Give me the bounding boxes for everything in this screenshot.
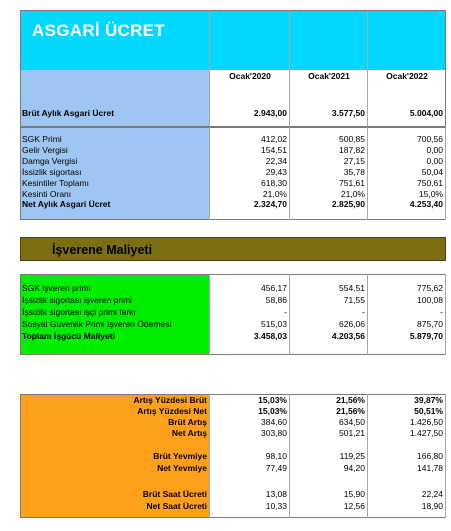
deduction-label[interactable]: Kesinti Oranı: [22, 190, 72, 199]
increase-value[interactable]: 18,90: [421, 502, 443, 511]
deduction-value[interactable]: 27,15: [343, 157, 365, 166]
page-title: ASGARİ ÜCRET: [32, 21, 165, 40]
increase-value[interactable]: 15,03%: [258, 396, 287, 405]
increase-value[interactable]: 119,25: [339, 452, 365, 461]
deduction-value[interactable]: 187,82: [339, 146, 365, 155]
increase-label[interactable]: Brüt Artış: [168, 418, 207, 427]
increase-value[interactable]: 1.427,50: [409, 429, 443, 438]
deduction-label[interactable]: Damga Vergisi: [22, 157, 78, 166]
deduction-value[interactable]: 15,0%: [418, 190, 443, 199]
increase-value[interactable]: 384,60: [261, 418, 287, 427]
deduction-value[interactable]: 618,30: [261, 179, 287, 188]
deduction-value[interactable]: 750,61: [417, 179, 443, 188]
increase-value[interactable]: 12,56: [343, 502, 365, 511]
gross-value[interactable]: 3.577,50: [331, 109, 365, 118]
deduction-value[interactable]: 412,02: [261, 135, 287, 144]
increase-label[interactable]: Artış Yüzdesi Brüt: [133, 396, 207, 405]
employer-value[interactable]: 71,55: [343, 296, 365, 305]
deduction-value[interactable]: 22,34: [265, 157, 287, 166]
deduction-label[interactable]: Net Aylık Asgari Ücret: [22, 200, 111, 209]
increase-value[interactable]: 10,33: [265, 502, 287, 511]
column-header: Ocak'2021: [308, 72, 350, 81]
increase-value[interactable]: 1.426,50: [409, 418, 443, 427]
deduction-label[interactable]: İssizlik sigortası: [22, 168, 82, 177]
employer-value[interactable]: 775,62: [417, 284, 443, 293]
increase-label[interactable]: Artış Yüzdesi Net: [137, 407, 207, 416]
deduction-value[interactable]: 2.825,90: [331, 200, 365, 209]
deduction-value[interactable]: 0,00: [426, 146, 443, 155]
column-header: Ocak'2020: [229, 72, 271, 81]
employer-value[interactable]: 100,08: [417, 296, 443, 305]
increase-value[interactable]: 501,21: [339, 429, 365, 438]
employer-label[interactable]: SGK işveren primi: [22, 284, 91, 293]
increase-value[interactable]: 77,49: [265, 464, 287, 473]
deduction-value[interactable]: 35,78: [343, 168, 365, 177]
employer-value[interactable]: -: [284, 308, 287, 317]
employer-value[interactable]: 4.203,56: [331, 332, 365, 341]
deduction-value[interactable]: 21,0%: [262, 190, 287, 199]
employer-value[interactable]: -: [362, 308, 365, 317]
increase-value[interactable]: 166,80: [417, 452, 443, 461]
employer-value[interactable]: 5.879,70: [409, 332, 443, 341]
increase-value[interactable]: 15,90: [343, 490, 365, 499]
increase-value[interactable]: 50,51%: [414, 407, 443, 416]
deduction-value[interactable]: 751,61: [339, 179, 365, 188]
increase-value[interactable]: 22,24: [421, 490, 443, 499]
employer-title: İşverene Maliyeti: [52, 243, 153, 257]
increase-label[interactable]: Net Saat Ücreti: [146, 502, 207, 511]
deduction-value[interactable]: 2.324,70: [253, 200, 287, 209]
employer-value[interactable]: -: [440, 308, 443, 317]
employer-value[interactable]: 554,51: [339, 284, 365, 293]
increase-value[interactable]: 13,08: [265, 490, 287, 499]
deduction-value[interactable]: 29,43: [265, 168, 287, 177]
deduction-value[interactable]: 500,85: [339, 135, 365, 144]
increase-label[interactable]: Brüt Yevmiye: [153, 452, 207, 461]
increase-label[interactable]: Net Artış: [171, 429, 207, 438]
increase-label[interactable]: Brüt Saat Ücreti: [142, 490, 207, 499]
employer-value[interactable]: 626,06: [339, 320, 365, 329]
deduction-value[interactable]: 50,04: [421, 168, 443, 177]
employer-value[interactable]: 875,70: [417, 320, 443, 329]
gross-value[interactable]: 5.004,00: [409, 109, 443, 118]
increase-value[interactable]: 15,03%: [258, 407, 287, 416]
employer-label[interactable]: İşsizlik sigortası işveren primi: [22, 296, 133, 305]
employer-label[interactable]: İşsizlik sigortası işçi primi farkı: [22, 308, 136, 317]
deduction-value[interactable]: 0,00: [426, 157, 443, 166]
deduction-value[interactable]: 700,56: [417, 135, 443, 144]
deduction-value[interactable]: 4.253,40: [409, 200, 443, 209]
column-header: Ocak'2022: [386, 72, 428, 81]
gross-label[interactable]: Brüt Aylık Asgari Ücret: [22, 109, 115, 118]
employer-value[interactable]: 3.458,03: [253, 332, 287, 341]
increase-value[interactable]: 21,56%: [336, 396, 365, 405]
increase-value[interactable]: 303,80: [261, 429, 287, 438]
employer-label[interactable]: Sosyal Güvenlik Primi İşveren Ödemesi: [22, 320, 172, 329]
employer-value[interactable]: 58,86: [265, 296, 287, 305]
increase-value[interactable]: 94,20: [343, 464, 365, 473]
increase-value[interactable]: 21,56%: [336, 407, 365, 416]
employer-value[interactable]: 515,03: [261, 320, 287, 329]
increase-value[interactable]: 39,87%: [414, 396, 443, 405]
deduction-label[interactable]: SGK Primi: [22, 135, 62, 144]
employer-label[interactable]: Toplam İşgücü Maliyeti: [22, 332, 115, 341]
increase-value[interactable]: 141,78: [417, 464, 443, 473]
deduction-value[interactable]: 21,0%: [340, 190, 365, 199]
gross-value[interactable]: 2.943,00: [253, 109, 287, 118]
deduction-value[interactable]: 154,51: [261, 146, 287, 155]
increase-value[interactable]: 634,50: [339, 418, 365, 427]
employer-value[interactable]: 456,17: [261, 284, 287, 293]
deduction-label[interactable]: Gelir Vergisi: [22, 146, 68, 155]
increase-label[interactable]: Net Yevmiye: [157, 464, 207, 473]
increase-value[interactable]: 98,10: [265, 452, 287, 461]
deduction-label[interactable]: Kesintiler Toplamı: [22, 179, 89, 188]
